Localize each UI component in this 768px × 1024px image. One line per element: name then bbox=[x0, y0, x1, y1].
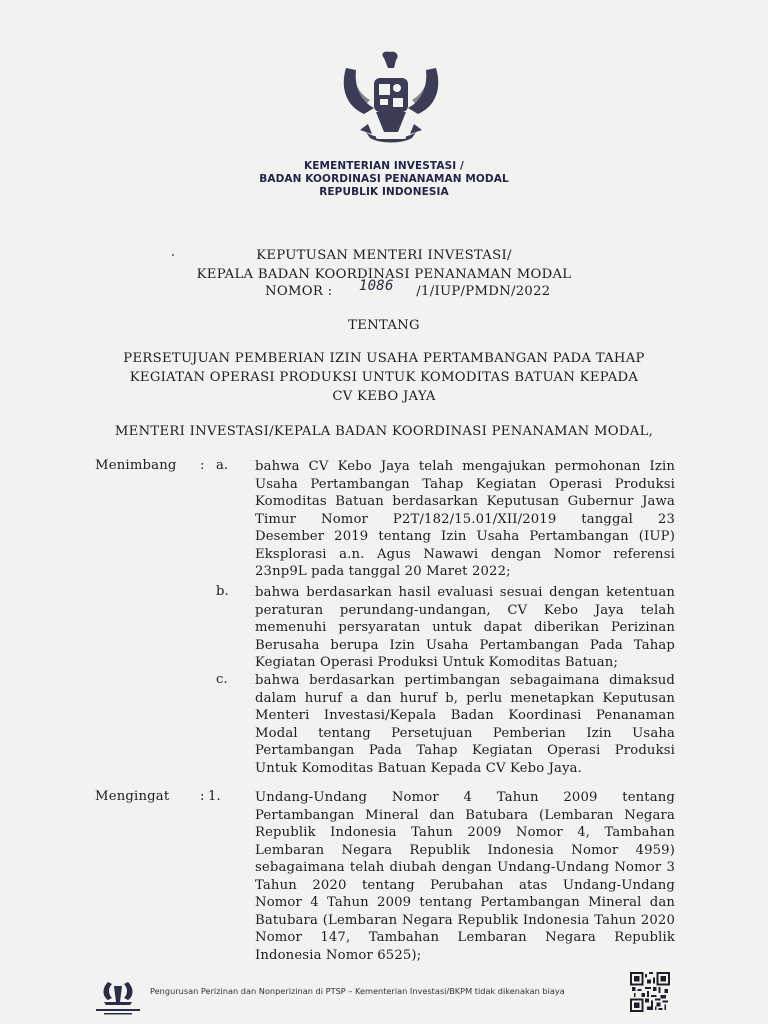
text-line: Timur Nomor P2T/182/15.01/XII/2019 tanggal 23 bbox=[255, 511, 675, 527]
menimbang-label: Menimbang bbox=[95, 458, 177, 473]
text-line: Berusaha berupa Izin Usaha Pertambangan Pada Tahap bbox=[255, 637, 675, 653]
menimbang-a-marker: a. bbox=[216, 458, 229, 473]
title-line-3: CV KEBO JAYA bbox=[332, 389, 436, 404]
text-line: Republik Indonesia Tahun 2009 Nomor 4, Tambahan bbox=[255, 825, 675, 840]
mengingat-1-text bbox=[255, 789, 675, 964]
menimbang-a-text bbox=[255, 458, 675, 581]
text-line: Usaha Pertambangan Tahap Kegiatan Operasi Produksi bbox=[255, 476, 675, 492]
menimbang-b-text bbox=[255, 584, 675, 672]
text-line: Undang-Undang Nomor 4 Tahun 2009 tentang bbox=[255, 790, 675, 805]
text-line: Pertambangan Pada Tahap Kegiatan Operasi Produksi bbox=[255, 743, 675, 758]
text-line: Pertambangan Mineral dan Batubara (Lembaran Negara bbox=[255, 807, 675, 823]
title-line-2: KEGIATAN OPERASI PRODUKSI UNTUK KOMODITAS BATUAN KEPADA bbox=[129, 370, 639, 385]
text-line: Nomor 147, Tambahan Lembaran Negara Republik bbox=[255, 930, 675, 945]
text-line: Batubara (Lembaran Negara Republik Indonesia Tahun 2020 bbox=[255, 912, 675, 928]
text-line: Menteri Investasi/Kepala Badan Koordinasi Penanaman bbox=[255, 708, 675, 723]
text-line: sebagaimana telah diubah dengan Undang-Undang Nomor 3 bbox=[255, 860, 675, 875]
mengingat-colon: : bbox=[200, 789, 205, 804]
nomor-label: NOMOR : bbox=[265, 284, 333, 299]
menimbang-b-marker: b. bbox=[216, 584, 229, 599]
title-line-1: PERSETUJUAN PEMBERIAN IZIN USAHA PERTAMBANGAN PADA TAHAP bbox=[123, 351, 645, 366]
decree-title bbox=[0, 349, 768, 406]
mengingat-label: Mengingat bbox=[95, 789, 170, 804]
agency-line-1: KEMENTERIAN INVESTASI / bbox=[304, 160, 464, 172]
tentang-heading: TENTANG bbox=[348, 318, 420, 333]
text-line: Untuk Komoditas Batuan Kepada CV Kebo Jaya. bbox=[255, 760, 583, 776]
text-line: dalam huruf a dan huruf b, perlu menetapkan Keputusan bbox=[255, 690, 675, 706]
decree-line-1: KEPUTUSAN MENTERI INVESTASI/ bbox=[256, 248, 512, 263]
menimbang-colon: : bbox=[200, 458, 205, 473]
nomor-handwritten: 1086 bbox=[358, 278, 394, 294]
authority-line: MENTERI INVESTASI/KEPALA BADAN KOORDINASI PENANAMAN MODAL, bbox=[114, 424, 654, 439]
decree-line-2: KEPALA BADAN KOORDINASI PENANAMAN MODAL bbox=[196, 267, 572, 282]
agency-header bbox=[0, 160, 768, 199]
agency-line-3: REPUBLIK INDONESIA bbox=[319, 186, 449, 198]
text-line: Nomor 4 Tahun 2009 tentang Pertambangan Mineral dan bbox=[255, 895, 675, 910]
nomor-suffix: /1/IUP/PMDN/2022 bbox=[416, 284, 551, 299]
garuda-emblem-icon bbox=[336, 48, 446, 148]
qr-code-icon bbox=[630, 972, 670, 1012]
mengingat-1-marker: 1. bbox=[208, 789, 221, 804]
decree-number bbox=[265, 278, 551, 299]
footer-notice: Pengurusan Perizinan dan Nonperizinan di PTSP – Kementerian Investasi/BKPM tidak dikenakan biaya bbox=[150, 986, 565, 996]
text-line: bahwa berdasarkan hasil evaluasi sesuai dengan ketentuan bbox=[255, 585, 675, 600]
text-line: bahwa berdasarkan pertimbangan sebagaimana dimaksud bbox=[255, 673, 675, 688]
menimbang-c-marker: c. bbox=[216, 672, 228, 687]
text-line: Kegiatan Operasi Produksi Untuk Komoditas Batuan; bbox=[255, 655, 619, 670]
text-line: Desember 2019 tentang Izin Usaha Pertambangan (IUP) bbox=[255, 529, 675, 544]
agency-line-2: BADAN KOORDINASI PENANAMAN MODAL bbox=[259, 173, 509, 185]
text-line: Lembaran Negara Republik Indonesia Nomor 4959) bbox=[255, 842, 675, 858]
text-line: 23np9L pada tanggal 20 Maret 2022; bbox=[255, 564, 511, 579]
text-line: bahwa CV Kebo Jaya telah mengajukan permohonan Izin bbox=[255, 459, 675, 474]
text-line: Modal tentang Persetujuan Pemberian Izin Usaha bbox=[255, 725, 675, 741]
menimbang-c-text bbox=[255, 672, 675, 777]
text-line: peraturan perundang-undangan, CV Kebo Jaya telah bbox=[255, 602, 675, 618]
text-line: Indonesia Nomor 6525); bbox=[255, 947, 422, 963]
text-line: memenuhi persyaratan untuk dapat diberikan Perizinan bbox=[255, 620, 675, 635]
text-line: Eksplorasi a.n. Agus Nawawi dengan Nomor referensi bbox=[255, 546, 675, 562]
bkpm-logo-icon bbox=[92, 978, 144, 1018]
text-line: Komoditas Batuan berdasarkan Keputusan Gubernur Jawa bbox=[255, 494, 675, 509]
text-line: Tahun 2020 tentang Perubahan atas Undang-Undang bbox=[255, 877, 675, 893]
